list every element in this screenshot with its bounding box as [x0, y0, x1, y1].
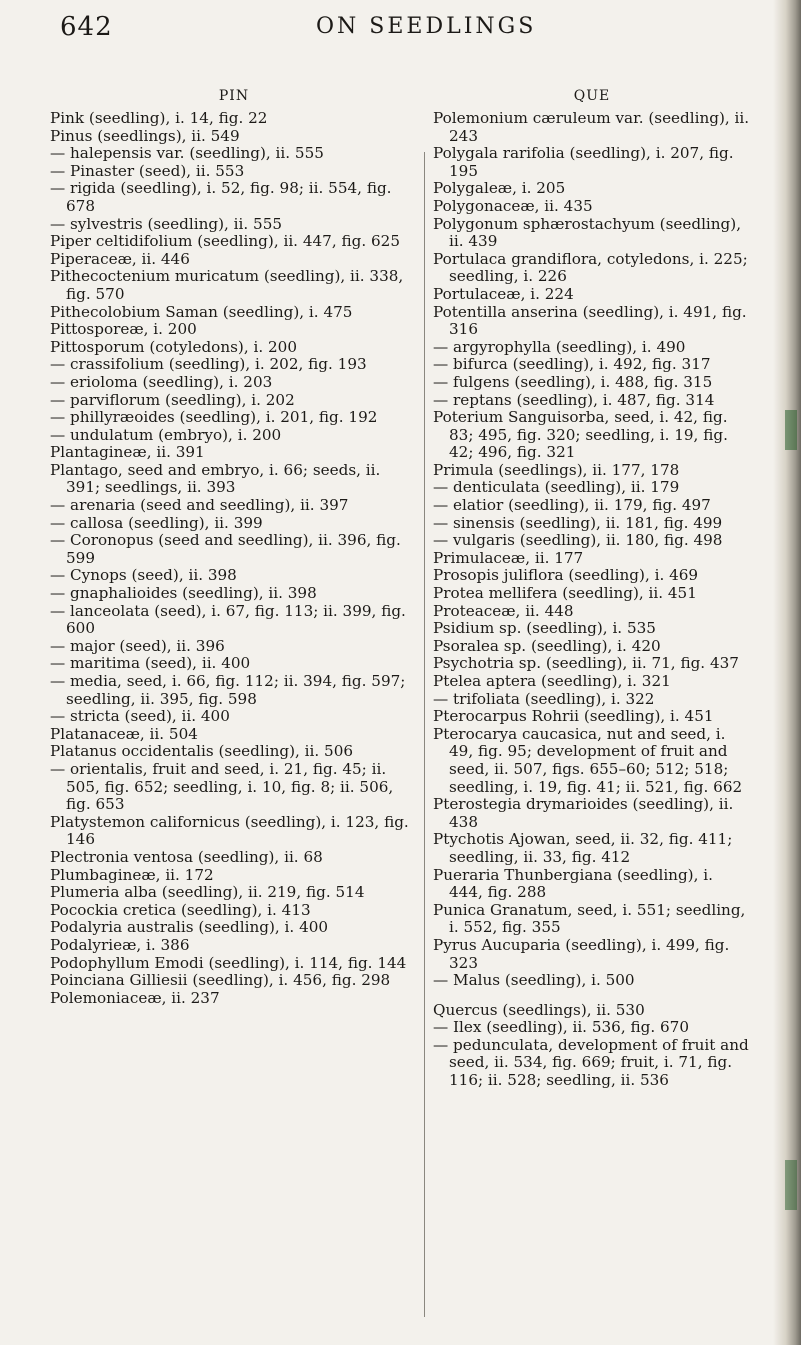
index-entry: — bifurca (seedling), i. 492, fig. 317 [433, 355, 711, 374]
index-entry: Podalyrieæ, i. 386 [50, 935, 190, 954]
index-entry: Plumeria alba (seedling), ii. 219, fig. 514 [50, 883, 365, 902]
guide-word-right: QUE [573, 88, 611, 104]
index-entry: Quercus (seedlings), ii. 530 [433, 1000, 645, 1019]
index-entry: — major (seed), ii. 396 [50, 636, 225, 655]
index-entry: Pinus (seedlings), ii. 549 [50, 126, 240, 145]
index-entry: Psychotria sp. (seedling), ii. 71, fig. 437 [433, 654, 739, 673]
index-entry: Polygaleæ, i. 205 [433, 179, 566, 198]
index-entry: — halepensis var. (seedling), ii. 555 [50, 144, 324, 163]
index-entry: Poinciana Gilliesii (seedling), i. 456, fig. 298 [50, 971, 391, 990]
index-entry: Poterium Sanguisorba, seed, i. 42, fig. 83; 495, fig. 320; seedling, i. 19, fig. 42; 496, fig. 321 [433, 408, 728, 462]
index-entry: Platanaceæ, ii. 504 [50, 724, 198, 743]
index-entry: — orientalis, fruit and seed, i. 21, fig. 45; ii. 505, fig. 652; seedling, i. 10, fig. 8; ii. 506, fig. 653 [50, 759, 394, 814]
index-entry: — Malus (seedling), i. 500 [433, 971, 635, 990]
index-entry: Podophyllum Emodi (seedling), i. 114, fig. 144 [50, 953, 407, 972]
edge-stain [785, 1160, 797, 1210]
index-entry: — rigida (seedling), i. 52, fig. 98; ii. 554, fig. 678 [50, 179, 392, 215]
index-entry: — Ilex (seedling), ii. 536, fig. 670 [433, 1018, 689, 1037]
index-entry: Pithecolobium Saman (seedling), i. 475 [50, 302, 353, 321]
index-entry: Primulaceæ, ii. 177 [433, 548, 584, 567]
index-entry: — arenaria (seed and seedling), ii. 397 [50, 496, 349, 515]
index-entry: — fulgens (seedling), i. 488, fig. 315 [433, 372, 713, 391]
index-entry: — erioloma (seedling), i. 203 [50, 372, 273, 391]
guide-word-left: PIN [218, 88, 250, 104]
index-entry: Polygonum sphærostachyum (seedling), ii. 439 [433, 214, 742, 251]
index-entry: — sylvestris (seedling), ii. 555 [50, 214, 283, 233]
index-entry: Piperaceæ, ii. 446 [50, 249, 190, 268]
index-entry: Polemonium cæruleum var. (seedling), ii. 243 [433, 109, 750, 145]
index-entry: Polygala rarifolia (seedling), i. 207, fig. 195 [433, 144, 734, 180]
index-entry: Platystemon californicus (seedling), i. 123, fig. 146 [50, 812, 409, 849]
index-entry: Pyrus Aucuparia (seedling), i. 499, fig. 323 [433, 935, 730, 972]
index-entry: Pithecoctenium muricatum (seedling), ii. 338, fig. 570 [50, 267, 404, 303]
entry-list-right [433, 110, 751, 990]
index-entry: Pittosporum (cotyledons), i. 200 [50, 337, 297, 356]
index-entry: — trifoliata (seedling), i. 322 [433, 689, 655, 708]
index-entry: — argyrophylla (seedling), i. 490 [433, 337, 686, 356]
index-entry: — gnaphalioides (seedling), ii. 398 [50, 584, 317, 603]
index-entry: Polemoniaceæ, ii. 237 [50, 988, 220, 1007]
index-entry: Plumbagineæ, ii. 172 [50, 865, 214, 884]
book-edge-shadow [773, 0, 801, 1345]
index-entry: — parviflorum (seedling), i. 202 [50, 390, 295, 409]
index-entry: Pocockia cretica (seedling), i. 413 [50, 900, 311, 919]
index-column-right [433, 88, 751, 1090]
letter-gap [433, 990, 751, 1002]
index-entry: — sinensis (seedling), ii. 181, fig. 499 [433, 513, 723, 532]
edge-stain [785, 410, 797, 450]
index-entry: — crassifolium (seedling), i. 202, fig. 193 [50, 355, 367, 374]
index-entry: — lanceolata (seed), i. 67, fig. 113; ii. 399, fig. 600 [50, 601, 406, 638]
index-entry: Portulaca grandiflora, cotyledons, i. 225; seedling, i. 226 [433, 249, 748, 286]
index-entry: Protea mellifera (seedling), ii. 451 [433, 584, 697, 603]
index-entry: Podalyria australis (seedling), i. 400 [50, 918, 329, 937]
index-entry: Pterostegia drymarioides (seedling), ii. 438 [433, 795, 734, 831]
index-entry: — phillyræoides (seedling), i. 201, fig. 192 [50, 408, 378, 427]
index-entry: — undulatum (embryo), i. 200 [50, 425, 282, 444]
index-entry: — Pinaster (seed), ii. 553 [50, 161, 245, 180]
index-entry: Piper celtidifolium (seedling), ii. 447, fig. 625 [50, 232, 400, 251]
index-entry: — callosa (seedling), ii. 399 [50, 513, 263, 532]
index-entry: — pedunculata, development of fruit and seed, ii. 534, fig. 669; fruit, i. 71, fig. 116; ii. 528; seedling, ii. 536 [433, 1035, 749, 1090]
page-number: 642 [60, 12, 113, 42]
index-entry: Plectronia ventosa (seedling), ii. 68 [50, 847, 323, 866]
index-entry: Proteaceæ, ii. 448 [433, 601, 574, 620]
index-entry: — media, seed, i. 66, fig. 112; ii. 394, fig. 597; seedling, ii. 395, fig. 598 [50, 672, 406, 708]
index-entry: Ptychotis Ajowan, seed, ii. 32, fig. 411; seedling, ii. 33, fig. 412 [433, 830, 733, 866]
index-entry: — reptans (seedling), i. 487, fig. 314 [433, 390, 715, 409]
index-entry: — vulgaris (seedling), ii. 180, fig. 498 [433, 531, 723, 550]
index-entry: Pittosporeæ, i. 200 [50, 320, 197, 339]
index-entry: — maritima (seed), ii. 400 [50, 654, 251, 673]
index-entry: Prosopis juliflora (seedling), i. 469 [433, 566, 699, 585]
index-entry: Platanus occidentalis (seedling), ii. 506 [50, 742, 354, 761]
index-entry: — denticulata (seedling), ii. 179 [433, 478, 680, 497]
index-entry: Psoralea sp. (seedling), i. 420 [433, 636, 661, 655]
index-entry: — Cynops (seed), ii. 398 [50, 566, 237, 585]
entry-list-right-q [433, 1002, 751, 1090]
index-entry: Pterocarpus Rohrii (seedling), i. 451 [433, 707, 714, 726]
column-divider [424, 152, 425, 1317]
index-entry: Pink (seedling), i. 14, fig. 22 [50, 109, 268, 127]
index-entry: Pueraria Thunbergiana (seedling), i. 444, fig. 288 [433, 865, 713, 902]
index-entry: Plantago, seed and embryo, i. 66; seeds, ii. 391; seedlings, ii. 393 [50, 460, 381, 497]
index-entry: Ptelea aptera (seedling), i. 321 [433, 672, 671, 690]
index-entry: Primula (seedlings), ii. 177, 178 [433, 460, 680, 479]
page-header [0, 0, 770, 60]
index-column-left [50, 88, 418, 1007]
index-entry: Potentilla anserina (seedling), i. 491, fig. 316 [433, 302, 747, 339]
entry-list-left [50, 110, 418, 1007]
index-entry: Psidium sp. (seedling), i. 535 [433, 619, 656, 638]
index-entry: Plantagineæ, ii. 391 [50, 443, 205, 462]
index-entry: Polygonaceæ, ii. 435 [433, 196, 593, 215]
index-entry: Portulaceæ, i. 224 [433, 284, 574, 303]
index-entry: Pterocarya caucasica, nut and seed, i. 49, fig. 95; development of fruit and seed, ii. 507, figs. 655–60; 512; 518; seedling, i. 19, fig. 41; ii. 521, fig. 662 [433, 724, 743, 796]
index-entry: — Coronopus (seed and seedling), ii. 396, fig. 599 [50, 531, 401, 567]
index-entry: — stricta (seed), ii. 400 [50, 707, 230, 726]
index-entry: — elatior (seedling), ii. 179, fig. 497 [433, 496, 711, 515]
index-entry: Punica Granatum, seed, i. 551; seedling, i. 552, fig. 355 [433, 900, 746, 937]
running-title: ON SEEDLINGS [316, 14, 537, 39]
